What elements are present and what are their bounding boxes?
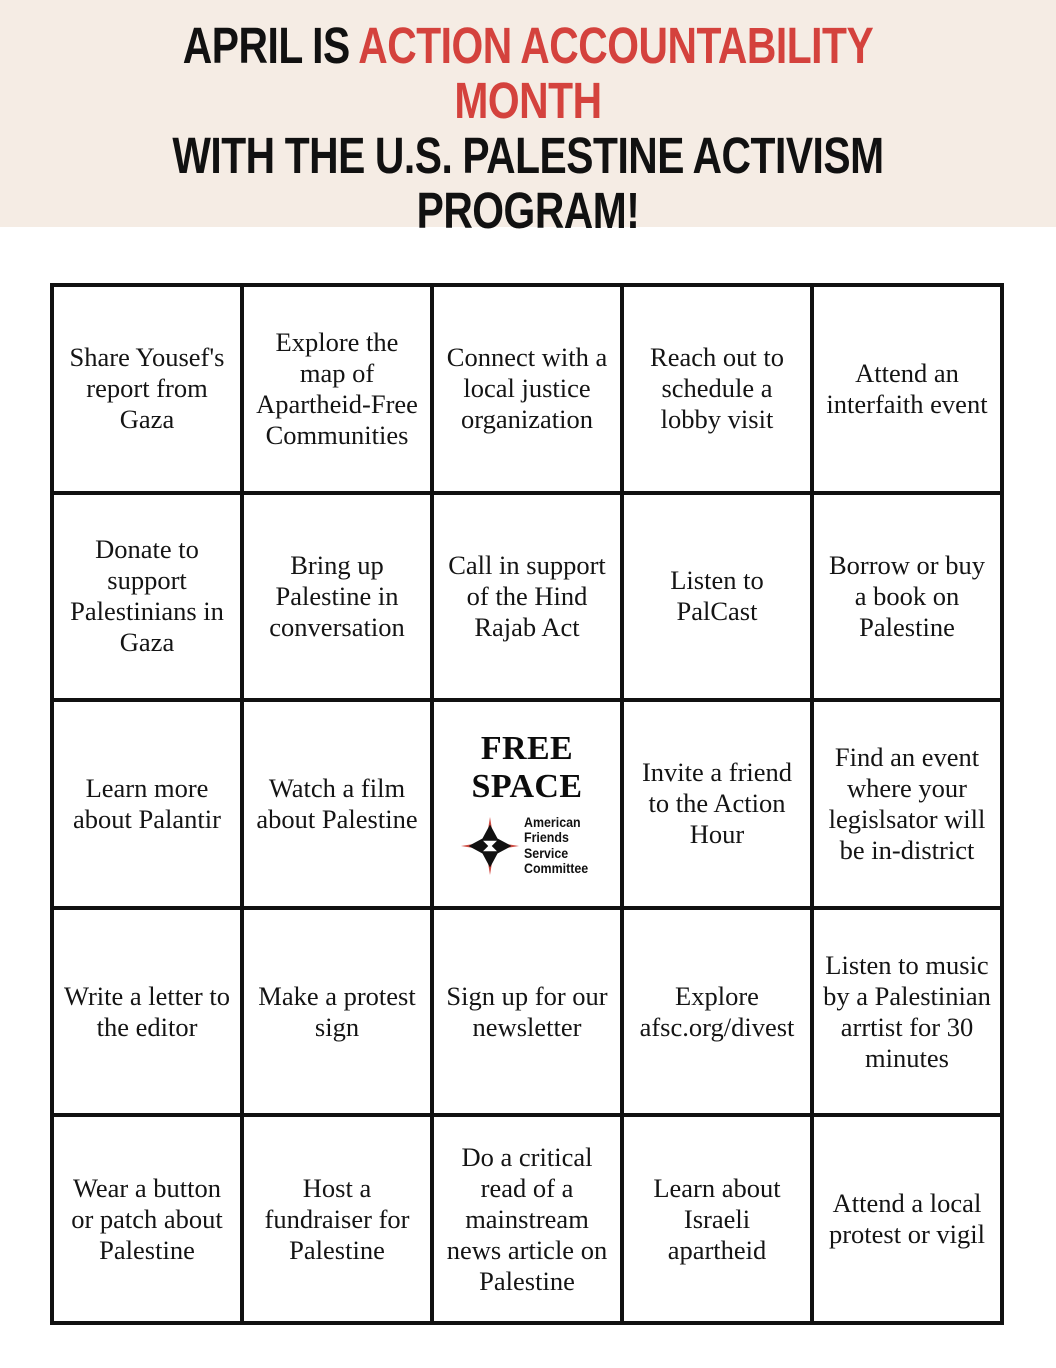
bingo-cell-label: Reach out to schedule a lobby visit	[650, 342, 784, 435]
bingo-grid	[50, 283, 1004, 1325]
bingo-cell[interactable]	[244, 702, 434, 910]
bingo-cell[interactable]	[244, 287, 434, 495]
bingo-cell-label: Connect with a local justice organization	[446, 342, 608, 435]
bingo-cell-label: Explore afsc.org/divest	[639, 980, 795, 1042]
bingo-cell[interactable]	[814, 287, 1004, 495]
afsc-logo-text-line-3: Service	[523, 845, 568, 861]
bingo-cell-label: Listen to PalCast	[670, 565, 764, 627]
bingo-cell-label: Learn about Israeli apartheid	[653, 1172, 781, 1265]
afsc-logo	[461, 815, 594, 875]
bingo-cell[interactable]	[814, 702, 1004, 910]
bingo-cell[interactable]	[54, 702, 244, 910]
afsc-logo-text-line-2: Friends	[523, 830, 569, 846]
title-line2: WITH THE U.S. PALESTINE ACTIVISM	[172, 127, 884, 185]
bingo-cell-free-space[interactable]	[434, 702, 624, 910]
page-title	[106, 0, 951, 238]
bingo-cell[interactable]	[434, 1117, 624, 1325]
bingo-cell-label: Make a protest sign	[258, 980, 416, 1042]
bingo-cell[interactable]	[624, 495, 814, 703]
title-line3: PROGRAM!	[416, 182, 640, 240]
bingo-cell[interactable]	[434, 287, 624, 495]
bingo-cell-label: Watch a film about Palestine	[256, 772, 418, 834]
bingo-cell-label: Donate to support Palestinians in Gaza	[70, 534, 224, 658]
bingo-cell-label: Find an event where your legislsator will be in-district	[828, 741, 986, 865]
bingo-cell[interactable]	[54, 495, 244, 703]
bingo-cell-label: Share Yousef's report from Gaza	[69, 342, 225, 435]
free-space-label: FREE SPACE	[471, 730, 583, 806]
bingo-cell[interactable]	[54, 1117, 244, 1325]
bingo-cell-label: Invite a friend to the Action Hour	[641, 757, 793, 850]
bingo-cell[interactable]	[434, 910, 624, 1118]
bingo-cell[interactable]	[624, 1117, 814, 1325]
bingo-cell-label: Explore the map of Apartheid-Free Communities	[256, 326, 418, 450]
afsc-star-icon	[461, 817, 519, 875]
bingo-cell[interactable]	[244, 910, 434, 1118]
bingo-cell-label: Call in support of the Hind Rajab Act	[448, 549, 606, 642]
bingo-cell[interactable]	[244, 1117, 434, 1325]
bingo-cell[interactable]	[54, 910, 244, 1118]
bingo-cell-label: Learn more about Palantir	[73, 772, 221, 834]
bingo-cell[interactable]	[814, 910, 1004, 1118]
bingo-cell-label: Attend a local protest or vigil	[828, 1188, 986, 1250]
bingo-cell[interactable]	[814, 495, 1004, 703]
afsc-star-icon-wrapper	[461, 817, 519, 875]
bingo-cell[interactable]	[434, 495, 624, 703]
bingo-cell-label: Wear a button or patch about Palestine	[71, 1172, 223, 1265]
afsc-logo-text-line-1: American	[523, 815, 581, 831]
header-banner	[0, 0, 1056, 240]
bingo-cell-label: Listen to music by a Palestinian arrtist for 30 minutes	[823, 949, 991, 1073]
bingo-cell[interactable]	[244, 495, 434, 703]
bingo-cell-label: Sign up for our newsletter	[446, 980, 608, 1042]
afsc-logo-text-line-4: Committee	[523, 860, 588, 876]
bingo-cell-label: Attend an interfaith event	[826, 357, 988, 419]
title-line1-prefix: APRIL IS	[182, 17, 359, 74]
bingo-cell-label: Bring up Palestine in conversation	[269, 549, 405, 642]
afsc-logo-text	[524, 815, 588, 875]
bingo-cell-label: Borrow or buy a book on Palestine	[828, 549, 986, 642]
bingo-cell-label: Host a fundraiser for Palestine	[264, 1172, 410, 1265]
bingo-cell[interactable]	[624, 287, 814, 495]
bingo-cell[interactable]	[624, 702, 814, 910]
bingo-cell[interactable]	[54, 287, 244, 495]
bingo-cell[interactable]	[814, 1117, 1004, 1325]
bingo-cell-label: Do a critical read of a mainstream news article on Palestine	[446, 1141, 608, 1296]
title-line1-accent: ACTION ACCOUNTABILITY MONTH	[358, 17, 884, 130]
bingo-cell[interactable]	[624, 910, 814, 1118]
bingo-cell-label: Write a letter to the editor	[64, 980, 230, 1042]
